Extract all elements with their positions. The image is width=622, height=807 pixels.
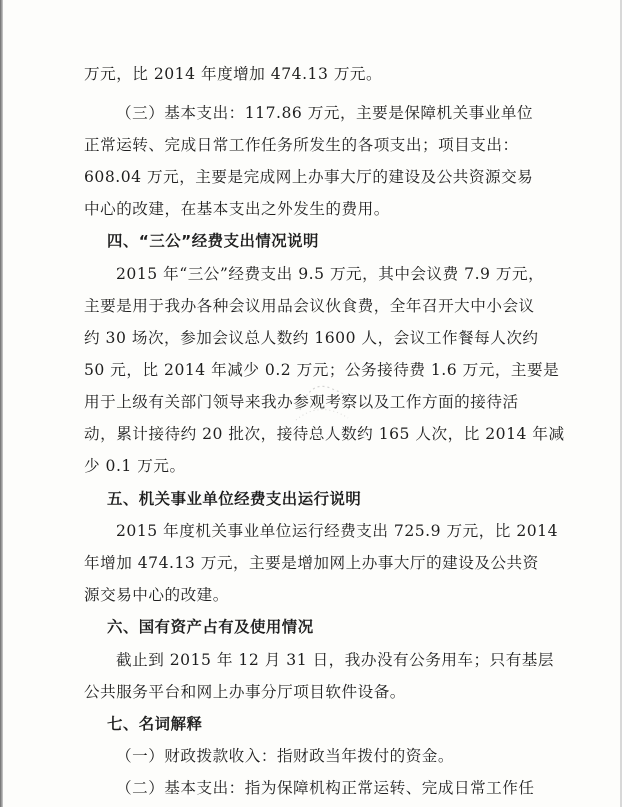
section-heading-4: 四、“三公”经费支出情况说明 (107, 232, 319, 250)
text-line-20: 公共服务平台和网上办事分厅项目软件设备。 (84, 683, 406, 701)
faint-seal-smudge (290, 370, 360, 430)
text-line-4: 608.04 万元，主要是完成网上办事大厅的建设及公共资源交易 (84, 168, 534, 186)
section-heading-5: 五、机关事业单位经费支出运行说明 (107, 490, 362, 508)
text-line-9: 约 30 场次，参加会议总人数约 1600 人，会议工作餐每人次约 (84, 329, 539, 347)
text-line-5: 中心的改建，在基本支出之外发生的费用。 (84, 200, 390, 218)
section-heading-6: 六、国有资产占有及使用情况 (107, 618, 314, 636)
text-line-12: 动，累计接待约 20 批次，接待总人数约 165 人次，比 2014 年减 (84, 425, 565, 443)
text-line-15: 2015 年度机关事业单位运行经费支出 725.9 万元，比 2014 (116, 522, 559, 540)
scan-edge-left (0, 0, 3, 807)
text-line-16: 年增加 474.13 万元，主要是增加网上办事大厅的建设及公共资 (84, 554, 539, 572)
text-line-7: 2015 年“三公”经费支出 9.5 万元，其中会议费 7.9 万元， (116, 265, 545, 283)
text-line-3: 正常运转、完成日常工作任务所发生的各项支出；项目支出： (84, 136, 519, 154)
text-line-1: 万元，比 2014 年度增加 474.13 万元。 (84, 65, 383, 83)
text-line-17: 源交易中心的改建。 (84, 586, 229, 604)
section-heading-7: 七、名词解释 (107, 715, 203, 733)
text-line-22: （一）财政拨款收入：指财政当年拨付的资金。 (116, 747, 454, 765)
text-line-13: 少 0.1 万元。 (84, 457, 186, 475)
text-line-8: 主要是用于我办各种会议用品会议伙食费，全年召开大中小会议 (84, 297, 535, 315)
text-line-11: 用于上级有关部门领导来我办参观考察以及工作方面的接待活 (84, 393, 519, 411)
text-line-2: （三）基本支出：117.86 万元，主要是保障机关事业单位 (116, 104, 534, 122)
text-line-19: 截止到 2015 年 12 月 31 日，我办没有公务用车；只有基层 (116, 651, 554, 669)
text-line-10: 50 元，比 2014 年减少 0.2 万元；公务接待费 1.6 万元，主要是 (84, 361, 560, 379)
text-line-23: （二）基本支出：指为保障机构正常运转、完成日常工作任 (116, 779, 535, 797)
